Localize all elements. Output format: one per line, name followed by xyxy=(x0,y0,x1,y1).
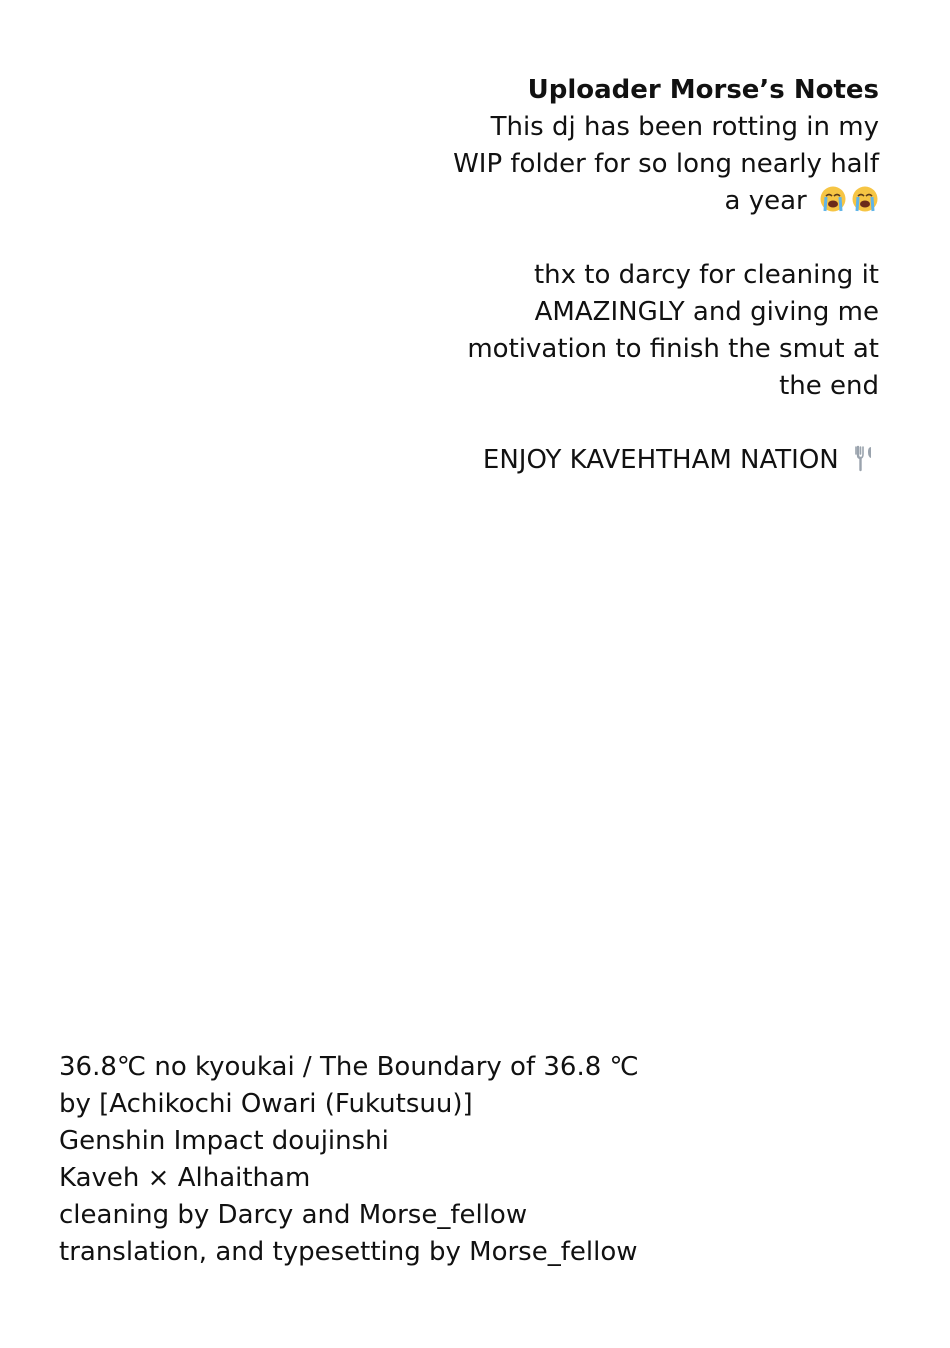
loudly-crying-face-icon xyxy=(851,185,879,213)
notes-line: thx to darcy for cleaning it xyxy=(533,260,879,290)
loudly-crying-face-icon xyxy=(819,185,847,213)
notes-line xyxy=(449,183,879,220)
credits-pairing: Kaveh × Alhaitham xyxy=(59,1163,311,1193)
notes-line: the end xyxy=(779,371,879,401)
spacer xyxy=(449,405,879,442)
credits-cleaning: cleaning by Darcy and Morse_fellow xyxy=(59,1200,528,1230)
fork-and-knife-icon xyxy=(851,444,879,472)
credits-series: Genshin Impact doujinshi xyxy=(59,1126,389,1156)
notes-title: Uploader Morse’s Notes xyxy=(527,75,879,105)
notes-line-text: a year xyxy=(724,186,807,216)
credits-author: by [Achikochi Owari (Fukutsuu)] xyxy=(59,1089,473,1119)
notes-line: motivation to finish the smut at xyxy=(467,334,879,364)
spacer xyxy=(449,220,879,257)
notes-line: AMAZINGLY and giving me xyxy=(534,297,879,327)
notes-line: This dj has been rotting in my xyxy=(490,112,879,142)
credits-translation: translation, and typesetting by Morse_fellow xyxy=(59,1237,638,1267)
credits xyxy=(59,1049,639,1271)
notes-line-text: ENJOY KAVEHTHAM NATION xyxy=(482,445,839,475)
notes-line: WIP folder for so long nearly half xyxy=(453,149,879,179)
credits-title: 36.8℃ no kyoukai / The Boundary of 36.8 ℃ xyxy=(59,1052,639,1082)
uploader-notes xyxy=(449,72,879,479)
notes-line xyxy=(449,442,879,479)
